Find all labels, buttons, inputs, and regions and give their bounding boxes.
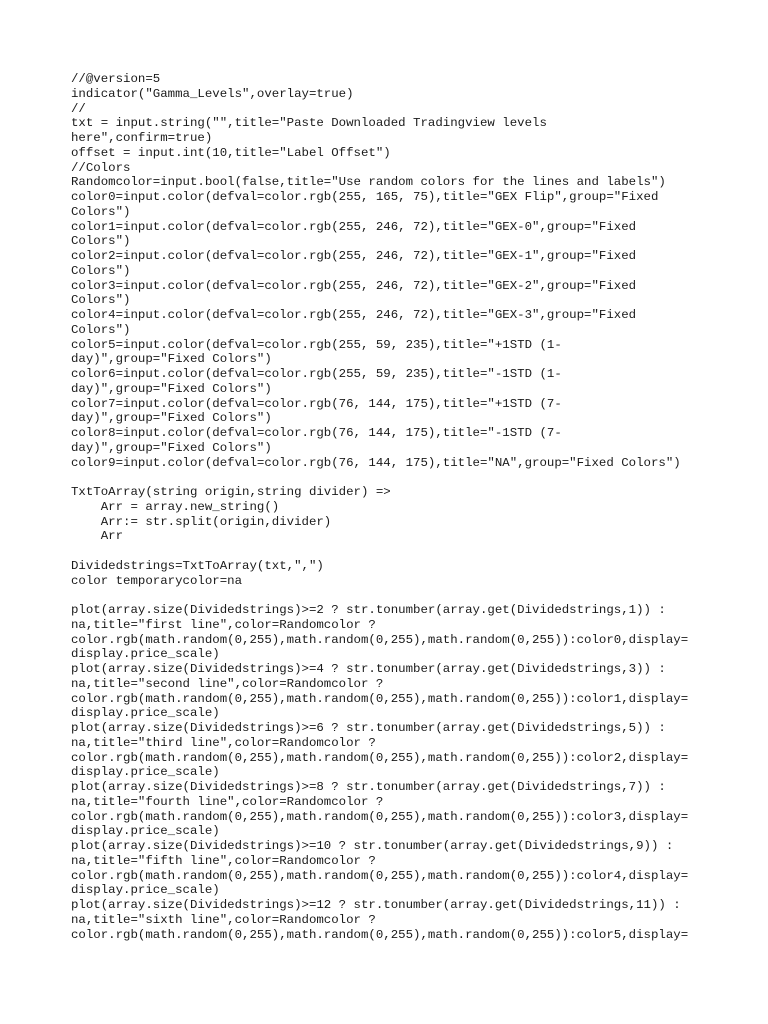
code-line: day)",group="Fixed Colors") bbox=[71, 381, 272, 396]
code-line: na,title="fifth line",color=Randomcolor ? bbox=[71, 853, 376, 868]
code-line: na,title="fourth line",color=Randomcolor ? bbox=[71, 794, 384, 809]
code-line: Colors") bbox=[71, 293, 131, 308]
code-line: Colors") bbox=[71, 204, 131, 219]
code-line: plot(array.size(Dividedstrings)>=12 ? str.tonumber(array.get(Dividedstrings,11)) : bbox=[71, 898, 681, 912]
code-line: Colors") bbox=[71, 234, 131, 249]
code-line: TxtToArray(string origin,string divider) => bbox=[71, 485, 391, 499]
code-line: day)",group="Fixed Colors") bbox=[71, 352, 272, 367]
code-line: color1=input.color(defval=color.rgb(255, 246, 72),title="GEX-0",group="Fixed bbox=[71, 219, 637, 234]
code-line: plot(array.size(Dividedstrings)>=8 ? str.tonumber(array.get(Dividedstrings,7)) : bbox=[71, 780, 666, 794]
code-line: txt = input.string("",title="Paste Downloaded Tradingview levels bbox=[71, 116, 547, 131]
code-line: color9=input.color(defval=color.rgb(76, 144, 175),title="NA",group="Fixed Colors") bbox=[71, 455, 681, 470]
code-line: na,title="third line",color=Randomcolor ? bbox=[71, 735, 376, 750]
code-line: display.price_scale) bbox=[71, 765, 220, 780]
code-line: Arr = array.new_string() bbox=[71, 499, 280, 514]
code-line bbox=[71, 588, 711, 603]
code-listing bbox=[71, 72, 711, 942]
code-line: color6=input.color(defval=color.rgb(255, 59, 235),title="-1STD (1- bbox=[71, 367, 562, 381]
code-line: color.rgb(math.random(0,255),math.random(0,255),math.random(0,255)):color0,display= bbox=[71, 632, 689, 647]
code-line: color7=input.color(defval=color.rgb(76, 144, 175),title="+1STD (7- bbox=[71, 396, 562, 411]
code-line: color5=input.color(defval=color.rgb(255, 59, 235),title="+1STD (1- bbox=[71, 337, 562, 352]
code-line: display.price_scale) bbox=[71, 824, 220, 839]
code-line: display.price_scale) bbox=[71, 883, 220, 898]
code-line: na,title="second line",color=Randomcolor ? bbox=[71, 676, 384, 691]
code-line: here",confirm=true) bbox=[71, 131, 213, 145]
code-line: color.rgb(math.random(0,255),math.random(0,255),math.random(0,255)):color4,display= bbox=[71, 868, 689, 883]
code-line: color2=input.color(defval=color.rgb(255, 246, 72),title="GEX-1",group="Fixed bbox=[71, 249, 637, 263]
code-line: //Colors bbox=[71, 160, 131, 175]
code-line: display.price_scale) bbox=[71, 647, 220, 662]
code-line: na,title="first line",color=Randomcolor ? bbox=[71, 617, 376, 632]
code-line: display.price_scale) bbox=[71, 706, 220, 721]
code-line: Randomcolor=input.bool(false,title="Use random colors for the lines and labels") bbox=[71, 175, 666, 190]
code-line: plot(array.size(Dividedstrings)>=10 ? str.tonumber(array.get(Dividedstrings,9)) : bbox=[71, 839, 674, 853]
code-line: Arr bbox=[71, 529, 124, 544]
code-line: Arr:= str.split(origin,divider) bbox=[71, 514, 332, 529]
code-line: na,title="sixth line",color=Randomcolor ? bbox=[71, 912, 376, 927]
code-line: color8=input.color(defval=color.rgb(76, 144, 175),title="-1STD (7- bbox=[71, 426, 562, 440]
code-line: indicator("Gamma_Levels",overlay=true) bbox=[71, 86, 354, 101]
code-line: Dividedstrings=TxtToArray(txt,",") bbox=[71, 558, 324, 573]
code-line bbox=[71, 544, 711, 559]
code-line: color0=input.color(defval=color.rgb(255, 165, 75),title="GEX Flip",group="Fixed bbox=[71, 190, 659, 204]
code-line: Colors") bbox=[71, 263, 131, 278]
code-line: color4=input.color(defval=color.rgb(255, 246, 72),title="GEX-3",group="Fixed bbox=[71, 308, 637, 322]
code-line: plot(array.size(Dividedstrings)>=2 ? str.tonumber(array.get(Dividedstrings,1)) : bbox=[71, 603, 666, 617]
code-line: plot(array.size(Dividedstrings)>=6 ? str.tonumber(array.get(Dividedstrings,5)) : bbox=[71, 721, 666, 735]
code-line: color.rgb(math.random(0,255),math.random(0,255),math.random(0,255)):color5,display= bbox=[71, 927, 689, 942]
code-line: offset = input.int(10,title="Label Offset") bbox=[71, 145, 391, 160]
code-line: // bbox=[71, 101, 86, 116]
code-line: day)",group="Fixed Colors") bbox=[71, 440, 272, 455]
code-line: color.rgb(math.random(0,255),math.random(0,255),math.random(0,255)):color2,display= bbox=[71, 750, 689, 765]
code-line: color3=input.color(defval=color.rgb(255, 246, 72),title="GEX-2",group="Fixed bbox=[71, 278, 637, 293]
code-line: color.rgb(math.random(0,255),math.random(0,255),math.random(0,255)):color1,display= bbox=[71, 691, 689, 706]
code-line: //@version=5 bbox=[71, 72, 161, 86]
code-line: color temporarycolor=na bbox=[71, 573, 243, 588]
code-line bbox=[71, 470, 711, 485]
code-line: plot(array.size(Dividedstrings)>=4 ? str.tonumber(array.get(Dividedstrings,3)) : bbox=[71, 662, 666, 676]
code-line: day)",group="Fixed Colors") bbox=[71, 411, 272, 426]
code-line: color.rgb(math.random(0,255),math.random(0,255),math.random(0,255)):color3,display= bbox=[71, 809, 689, 824]
code-line: Colors") bbox=[71, 322, 131, 337]
